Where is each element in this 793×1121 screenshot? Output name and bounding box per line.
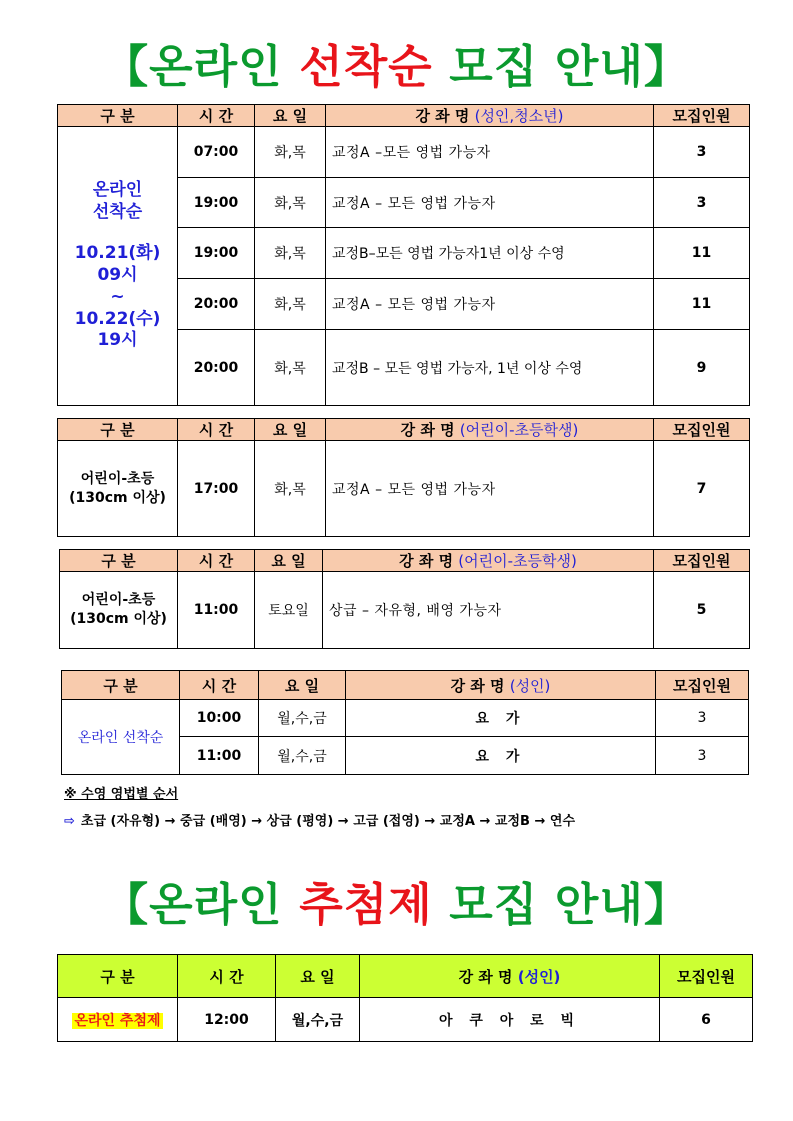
schedule-table-kids-saturday (59, 549, 750, 649)
cell-count: 3 (656, 737, 749, 775)
cell-count: 9 (654, 330, 750, 406)
header-day: 요 일 (259, 671, 346, 700)
header-day: 요 일 (276, 955, 360, 998)
cell-day: 토요일 (255, 572, 323, 649)
table-header-row (58, 105, 750, 127)
header-gubun: 구 분 (58, 955, 178, 998)
header-course (326, 105, 654, 127)
title-bracket-close: 】 (643, 40, 690, 93)
cell-time: 11:00 (180, 737, 259, 775)
schedule-table-yoga (61, 670, 749, 775)
header-course-suffix: (어린이-초등학생) (459, 421, 579, 439)
header-capacity: 모집인원 (656, 671, 749, 700)
stroke-order-text: 초급 (자유형) → 중급 (배영) → 상급 (평영) → 고급 (접영) → 교정A → 교정B → 연수 (80, 814, 576, 829)
header-gubun: 구 분 (58, 105, 178, 127)
header-day: 요 일 (255, 105, 326, 127)
title-highlight: 선착순 (299, 40, 433, 93)
cell-time: 19:00 (178, 178, 255, 228)
gubun-spacer (58, 223, 177, 243)
table-row (58, 127, 750, 178)
header-course (360, 955, 660, 998)
gubun-cell (58, 127, 178, 406)
cell-time: 07:00 (178, 127, 255, 178)
gubun-cell: 온라인 선착순 (62, 700, 180, 775)
title-part1: 온라인 (149, 40, 300, 93)
title-part2: 모집 안내 (432, 40, 644, 93)
table-row (62, 700, 749, 737)
title-part1: 온라인 (149, 878, 300, 931)
cell-count: 11 (654, 228, 750, 279)
arrow-icon: ⇨ (64, 814, 75, 829)
schedule-table-adult (57, 104, 750, 406)
cell-count: 3 (656, 700, 749, 737)
table-row (60, 572, 750, 649)
cell-count: 7 (654, 441, 750, 537)
gubun-line: (130cm 이상) (70, 611, 167, 627)
gubun-line: 09시 (97, 265, 138, 286)
header-course-suffix: (어린이-초등학생) (458, 552, 577, 570)
gubun-cell (58, 441, 178, 537)
header-time: 시 간 (178, 419, 255, 441)
gubun-line: 19시 (97, 330, 138, 351)
cell-day: 월,수,금 (259, 700, 346, 737)
header-gubun: 구 분 (60, 550, 178, 572)
cell-count: 6 (660, 998, 753, 1042)
cell-course: 교정A – 모든 영법 가능자 (326, 441, 654, 537)
header-capacity: 모집인원 (654, 419, 750, 441)
cell-course: 교정B – 모든 영법 가능자, 1년 이상 수영 (326, 330, 654, 406)
header-course-label: 강 좌 명 (450, 676, 510, 695)
cell-day: 화,목 (255, 279, 326, 330)
cell-count: 3 (654, 178, 750, 228)
header-course-suffix: (성인,청소년) (474, 107, 564, 125)
title-bracket-open: 【 (103, 878, 150, 931)
table-header-row (62, 671, 749, 700)
title-bracket-close: 】 (643, 878, 690, 931)
title-bracket-open: 【 (103, 40, 150, 93)
gubun-highlight: 온라인 추첨제 (74, 1012, 161, 1029)
cell-day: 화,목 (255, 228, 326, 279)
header-course-label: 강 좌 명 (399, 552, 459, 570)
title-highlight: 추첨제 (299, 878, 433, 931)
gubun-line: 10.21(화) (74, 243, 161, 264)
header-time: 시 간 (178, 550, 255, 572)
cell-time: 17:00 (178, 441, 255, 537)
header-time: 시 간 (178, 105, 255, 127)
cell-count: 11 (654, 279, 750, 330)
cell-time: 19:00 (178, 228, 255, 279)
table-header-row (60, 550, 750, 572)
cell-time: 20:00 (178, 279, 255, 330)
header-course (326, 419, 654, 441)
table-header-row (58, 955, 753, 998)
cell-day: 화,목 (255, 178, 326, 228)
header-day: 요 일 (255, 550, 323, 572)
gubun-line: 어린이-초등 (80, 470, 155, 487)
header-course (346, 671, 656, 700)
cell-time: 11:00 (178, 572, 255, 649)
table-row (58, 441, 750, 537)
header-capacity: 모집인원 (654, 105, 750, 127)
header-time: 시 간 (178, 955, 276, 998)
header-day: 요 일 (255, 419, 326, 441)
stroke-order-note-title: ※ 수영 영법별 순서 (64, 787, 179, 802)
schedule-table-aquarobic (57, 954, 753, 1042)
gubun-line: 온라인 (92, 179, 143, 200)
gubun-cell (60, 572, 178, 649)
cell-course: 교정B–모든 영법 가능자1년 이상 수영 (326, 228, 654, 279)
cell-course: 교정A – 모든 영법 가능자 (326, 279, 654, 330)
header-gubun: 구 분 (58, 419, 178, 441)
table-row (58, 998, 753, 1042)
cell-time: 12:00 (178, 998, 276, 1042)
cell-day: 월,수,금 (259, 737, 346, 775)
cell-count: 3 (654, 127, 750, 178)
cell-count: 5 (654, 572, 750, 649)
cell-course: 교정A –모든 영법 가능자 (326, 127, 654, 178)
cell-course: 아 쿠 아 로 빅 (360, 998, 660, 1042)
header-capacity: 모집인원 (660, 955, 753, 998)
header-course-label: 강 좌 명 (458, 967, 518, 986)
cell-course: 요 가 (346, 700, 656, 737)
cell-course: 교정A – 모든 영법 가능자 (326, 178, 654, 228)
cell-course: 상급 – 자유형, 배영 가능자 (323, 572, 654, 649)
gubun-cell (58, 998, 178, 1042)
page-title-lottery (0, 868, 793, 933)
header-course-suffix: (성인) (509, 676, 551, 695)
cell-course: 요 가 (346, 737, 656, 775)
cell-day: 화,목 (255, 330, 326, 406)
header-course-suffix: (성인) (517, 967, 561, 986)
cell-day: 월,수,금 (276, 998, 360, 1042)
schedule-table-kids-weekday (57, 418, 750, 537)
gubun-line: 선착순 (92, 201, 143, 222)
gubun-line: (130cm 이상) (69, 489, 166, 506)
cell-time: 10:00 (180, 700, 259, 737)
header-time: 시 간 (180, 671, 259, 700)
header-course (323, 550, 654, 572)
gubun-line: 10.22(수) (74, 308, 161, 329)
page-title-first-come (0, 30, 793, 95)
table-header-row (58, 419, 750, 441)
header-course-label: 강 좌 명 (400, 421, 460, 439)
header-gubun: 구 분 (62, 671, 180, 700)
cell-day: 화,목 (255, 127, 326, 178)
gubun-line: 어린이-초등 (81, 592, 156, 609)
title-part2: 모집 안내 (432, 878, 644, 931)
cell-time: 20:00 (178, 330, 255, 406)
stroke-order-note (64, 810, 575, 829)
cell-day: 화,목 (255, 441, 326, 537)
header-course-label: 강 좌 명 (415, 107, 475, 125)
gubun-line: ~ (110, 286, 125, 307)
header-capacity: 모집인원 (654, 550, 750, 572)
